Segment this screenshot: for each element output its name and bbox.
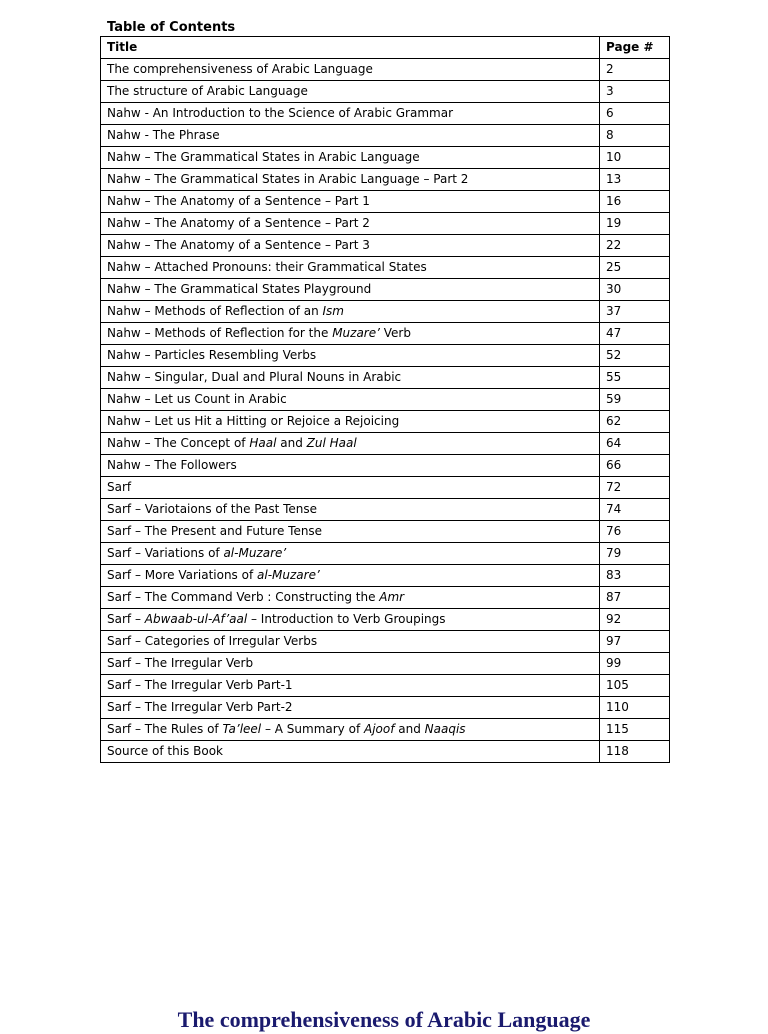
toc-title-cell [101,103,600,125]
toc-title-italic-segment: al-Muzare’ [223,546,287,560]
toc-title-cell [101,257,600,279]
toc-title-cell [101,631,600,653]
toc-title-cell [101,543,600,565]
toc-title-segment: Sarf – Variotaions of the Past Tense [107,502,318,516]
toc-page-cell: 8 [600,125,670,147]
toc-title-segment: Nahw – The Anatomy of a Sentence – Part 3 [107,238,370,252]
toc-title-segment: The structure of Arabic Language [107,84,308,98]
toc-title-segment: Nahw – The Followers [107,458,237,472]
toc-title-segment: – Introduction to Verb Groupings [247,612,446,626]
toc-row [101,609,670,631]
toc-row [101,697,670,719]
toc-title-segment: Source of this Book [107,744,223,758]
toc-title-segment: The comprehensiveness of Arabic Language [107,62,373,76]
toc-title-cell [101,213,600,235]
toc-page-cell: 19 [600,213,670,235]
toc-title-italic-segment: Haal [249,436,277,450]
toc-row [101,235,670,257]
toc-page-cell: 99 [600,653,670,675]
toc-row [101,543,670,565]
toc-row [101,59,670,81]
toc-title-cell [101,169,600,191]
toc-body [101,59,670,763]
toc-page-cell: 87 [600,587,670,609]
toc-page-cell: 52 [600,345,670,367]
toc-title-cell [101,389,600,411]
toc-title-cell [101,191,600,213]
toc-title-cell [101,653,600,675]
toc-row [101,631,670,653]
toc-page-cell: 115 [600,719,670,741]
toc-title-italic-segment: Ism [322,304,344,318]
toc-row [101,169,670,191]
toc-title-segment: Sarf – The Irregular Verb [107,656,254,670]
toc-page-cell: 105 [600,675,670,697]
toc-row [101,81,670,103]
toc-title-segment: Nahw – The Anatomy of a Sentence – Part 1 [107,194,370,208]
toc-row [101,257,670,279]
toc-title-cell [101,499,600,521]
toc-page-cell: 110 [600,697,670,719]
toc-row [101,301,670,323]
toc-title-italic-segment: Naaqis [424,722,466,736]
toc-page-cell: 22 [600,235,670,257]
toc-title-segment: Nahw – Let us Count in Arabic [107,392,287,406]
toc-title-segment: Sarf – The Command Verb : Constructing the [107,590,380,604]
toc-row [101,103,670,125]
toc-row [101,653,670,675]
toc-page-cell: 97 [600,631,670,653]
toc-title-segment: Sarf – More Variations of [107,568,258,582]
toc-title-italic-segment: al-Muzare’ [257,568,320,582]
toc-title-segment: Sarf – Categories of Irregular Verbs [107,634,318,648]
toc-title-cell [101,147,600,169]
toc-title-segment: Nahw - The Phrase [107,128,220,142]
toc-title-segment: Nahw – Let us Hit a Hitting or Rejoice a Rejoicing [107,414,400,428]
toc-title-segment: Nahw – The Anatomy of a Sentence – Part 2 [107,216,370,230]
toc-row [101,675,670,697]
toc-title-cell [101,719,600,741]
toc-row [101,565,670,587]
toc-row [101,587,670,609]
toc-row [101,499,670,521]
toc-title-segment: Nahw – Methods of Reflection for the [107,326,333,340]
toc-page-cell: 92 [600,609,670,631]
toc-header-page: Page # [600,37,670,59]
toc-title-cell [101,697,600,719]
toc-page-cell: 13 [600,169,670,191]
toc-title-italic-segment: Amr [379,590,405,604]
toc-page-cell: 59 [600,389,670,411]
toc-page-cell: 25 [600,257,670,279]
toc-page-cell: 66 [600,455,670,477]
toc-title-cell [101,235,600,257]
toc-page-cell: 10 [600,147,670,169]
toc-title-italic-segment: Muzare’ [332,326,380,340]
toc-row [101,719,670,741]
toc-title-segment: Sarf – The Irregular Verb Part-1 [107,678,293,692]
toc-title-italic-segment: Ajoof [363,722,395,736]
toc-title-cell [101,455,600,477]
toc-page-cell: 37 [600,301,670,323]
toc-title-segment: Sarf – The Irregular Verb Part-2 [107,700,293,714]
toc-header-title: Title [101,37,600,59]
toc-title-segment: and [394,722,425,736]
toc-title-segment: Sarf [107,480,132,494]
toc-title-segment: Sarf – [107,612,145,626]
toc-title-segment: Verb [379,326,411,340]
toc-title-cell [101,609,600,631]
toc-title-italic-segment: Abwaab-ul-Af’aal [144,612,248,626]
toc-title-cell [101,367,600,389]
toc-row [101,433,670,455]
toc-page-cell: 118 [600,741,670,763]
toc-page-cell: 83 [600,565,670,587]
toc-title-cell [101,81,600,103]
toc-row [101,521,670,543]
toc-page-cell: 74 [600,499,670,521]
toc-row [101,125,670,147]
toc-page-cell: 16 [600,191,670,213]
toc-table [100,36,670,763]
toc-title-segment: Nahw – The Grammatical States in Arabic Language [107,150,420,164]
toc-title-cell [101,411,600,433]
toc-page-cell: 55 [600,367,670,389]
toc-page-cell: 47 [600,323,670,345]
toc-page-cell: 3 [600,81,670,103]
toc-row [101,367,670,389]
toc-page-cell: 62 [600,411,670,433]
toc-title-segment: Sarf – The Present and Future Tense [107,524,323,538]
toc-page-cell: 6 [600,103,670,125]
toc-title-cell [101,279,600,301]
toc-title-segment: and [276,436,307,450]
toc-row [101,191,670,213]
toc-title-segment: Nahw – Methods of Reflection of an [107,304,323,318]
toc-row [101,455,670,477]
toc-title-cell [101,477,600,499]
toc-page-cell: 79 [600,543,670,565]
toc-title-segment: Nahw – The Grammatical States Playground [107,282,372,296]
toc-title-cell [101,345,600,367]
toc-title-segment: Sarf – Variations of [107,546,224,560]
toc-title-segment: Nahw – Singular, Dual and Plural Nouns in Arabic [107,370,402,384]
toc-title-cell [101,587,600,609]
toc-header-row [101,37,670,59]
toc-row [101,279,670,301]
toc-page-cell: 2 [600,59,670,81]
toc-title-cell [101,59,600,81]
toc-row [101,323,670,345]
toc-title-italic-segment: Ta’leel [222,722,262,736]
toc-title-cell [101,323,600,345]
chapter-heading: The comprehensiveness of Arabic Language [177,1007,591,1032]
toc-page-cell: 72 [600,477,670,499]
toc-title-segment: Nahw – Attached Pronouns: their Grammatical States [107,260,427,274]
toc-title-segment: Nahw – The Grammatical States in Arabic Language – Part 2 [107,172,469,186]
toc-title-cell [101,565,600,587]
toc-title-cell [101,675,600,697]
toc-heading: Table of Contents [107,20,236,35]
toc-title-segment: Nahw – The Concept of [107,436,250,450]
toc-title-cell [101,741,600,763]
toc-title-segment: – A Summary of [261,722,364,736]
toc-title-cell [101,433,600,455]
toc-row [101,213,670,235]
toc-title-cell [101,125,600,147]
toc-title-cell [101,301,600,323]
toc-title-segment: Sarf – The Rules of [107,722,223,736]
toc-title-cell [101,521,600,543]
toc-row [101,345,670,367]
toc-row [101,741,670,763]
toc-row [101,411,670,433]
toc-row [101,147,670,169]
toc-title-segment: Nahw - An Introduction to the Science of Arabic Grammar [107,106,454,120]
toc-page-cell: 76 [600,521,670,543]
toc-title-segment: Nahw – Particles Resembling Verbs [107,348,317,362]
toc-row [101,477,670,499]
toc-page-cell: 64 [600,433,670,455]
toc-row [101,389,670,411]
toc-page-cell: 30 [600,279,670,301]
toc-title-italic-segment: Zul Haal [306,436,357,450]
